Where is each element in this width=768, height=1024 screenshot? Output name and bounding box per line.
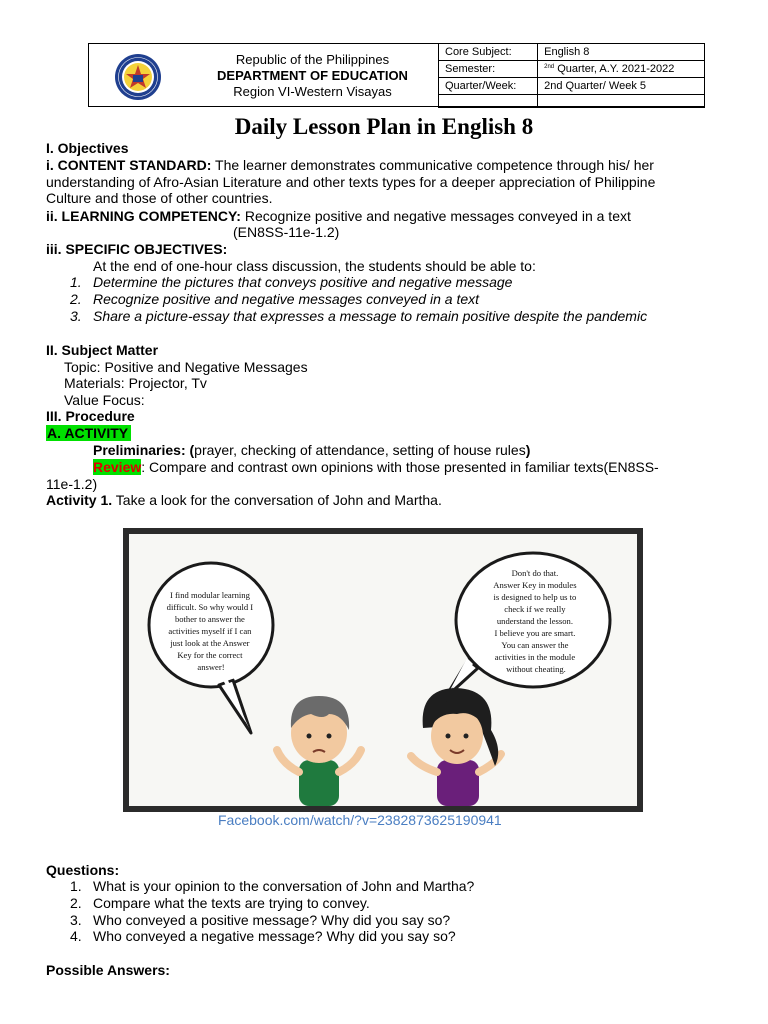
specific-objectives-label: iii. SPECIFIC OBJECTIVES:	[46, 241, 228, 257]
possible-answers-heading: Possible Answers:	[46, 962, 170, 978]
cartoon-illustration	[123, 528, 643, 812]
specific-objective-item	[70, 274, 512, 291]
semester-text: Quarter, A.Y. 2021-2022	[557, 63, 675, 75]
competency-label: ii. LEARNING COMPETENCY:	[46, 208, 241, 224]
item-text: Compare what the texts are trying to convey.	[93, 895, 370, 911]
topic-line: Topic: Positive and Negative Messages	[64, 359, 308, 375]
header-region: Region VI-Western Visayas	[233, 84, 392, 99]
martha-bubble-line: You can answer the	[501, 640, 569, 650]
preliminaries-line	[93, 442, 530, 459]
question-item	[70, 895, 370, 912]
question-item	[70, 878, 474, 895]
blank-cell	[538, 95, 705, 108]
review-line	[93, 459, 659, 476]
blank-cell	[439, 95, 538, 108]
john-bubble-line: difficult. So why would I	[166, 602, 254, 612]
preliminaries-close: )	[525, 442, 531, 458]
quarter-label: Quarter/Week:	[439, 78, 538, 95]
item-text: Who conveyed a negative message? Why did you say so?	[93, 928, 456, 944]
page-title: Daily Lesson Plan in English 8	[234, 114, 534, 139]
item-number: 4.	[70, 928, 82, 944]
item-number: 2.	[70, 291, 82, 307]
martha-bubble-line: Don't do that.	[511, 568, 559, 578]
item-text: Recognize positive and negative messages conveyed in a text	[93, 291, 480, 307]
item-number: 3.	[70, 308, 82, 324]
martha-bubble-line: activities in the module	[494, 652, 576, 662]
procedure-heading: III. Procedure	[46, 408, 135, 424]
item-number: 2.	[70, 895, 82, 911]
semester-value	[538, 61, 705, 78]
item-text: What is your opinion to the conversation of John and Martha?	[93, 878, 475, 894]
john-bubble-line: activities myself if I can	[168, 626, 252, 636]
facebook-video-link[interactable]: Facebook.com/watch/?v=2382873625190941	[218, 812, 502, 828]
activity1-text: Take a look for the conversation of John and Martha.	[112, 492, 442, 508]
subject-matter-heading: II. Subject Matter	[46, 342, 159, 358]
item-text: Determine the pictures that conveys positive and negative message	[93, 274, 513, 290]
john-bubble-line: bother to answer the	[174, 614, 245, 624]
semester-label: Semester:	[439, 61, 538, 78]
john-bubble-line: just look at the Answer	[170, 638, 250, 648]
quarter-value: 2nd Quarter/ Week 5	[538, 78, 705, 95]
materials-line: Materials: Projector, Tv	[64, 375, 207, 391]
item-number: 3.	[70, 912, 82, 928]
core-subject-label: Core Subject:	[439, 44, 538, 61]
competency-code: (EN8SS-11e-1.2)	[233, 224, 340, 240]
john-bubble-line: Key for the correct	[177, 650, 243, 660]
core-subject-value: English 8	[538, 44, 705, 61]
activity1-line	[46, 492, 442, 509]
item-number: 1.	[70, 878, 82, 894]
review-label: Review	[93, 459, 142, 475]
svg-text:Don't do that. Answer Ke	[493, 568, 578, 674]
preliminaries-text: prayer, checking of attendance, setting of house rules	[194, 442, 526, 458]
item-number: 1.	[70, 274, 82, 290]
review-text: : Compare and contrast own opinions with those presented in familiar texts(EN8SS-	[141, 459, 659, 475]
activity-label: A. ACTIVITY	[46, 425, 131, 441]
questions-heading: Questions:	[46, 862, 120, 878]
semester-sup: 2nd	[544, 64, 555, 70]
content-standard-label: i. CONTENT STANDARD:	[46, 157, 212, 173]
value-focus-line: Value Focus:	[64, 392, 145, 408]
specific-objective-item	[70, 308, 647, 325]
martha-bubble-line: Answer Key in modules	[493, 580, 577, 590]
john-bubble-line: I find modular learning	[169, 590, 250, 600]
competency-text: Recognize positive and negative messages conveyed in a text	[240, 208, 631, 224]
header-department: DEPARTMENT OF EDUCATION	[217, 68, 408, 83]
martha-bubble-line: I believe you are smart.	[494, 628, 576, 638]
martha-bubble-line: check if we really	[504, 604, 566, 614]
john-bubble-line: answer!	[197, 662, 225, 672]
martha-bubble-line: is designed to help us to	[493, 592, 577, 602]
header-republic: Republic of the Philippines	[235, 52, 390, 67]
review-code: 11e-1.2)	[46, 476, 98, 492]
svg-text:I find modular learning	[167, 590, 256, 672]
deped-seal-logo	[105, 52, 171, 102]
content-standard-text: The learner demonstrates communicative competence through his/ her	[211, 157, 654, 173]
activity-heading	[46, 425, 131, 442]
question-item	[70, 912, 450, 929]
competency-line1	[46, 208, 631, 225]
activity1-label: Activity 1.	[46, 492, 113, 508]
content-standard-line3: Culture and those of other countries.	[46, 190, 273, 206]
preliminaries-label: Preliminaries: (	[93, 442, 195, 458]
content-standard-line2: understanding of Afro-Asian Literature and other texts types for a deeper appreciation of Philippine	[46, 174, 656, 190]
info-grid	[438, 43, 705, 108]
martha-bubble-line: understand the lesson.	[496, 616, 573, 626]
content-standard-line1	[46, 157, 654, 174]
specific-objectives-intro: At the end of one-hour class discussion, the students should be able to:	[93, 258, 536, 274]
specific-objective-item	[70, 291, 479, 308]
item-text: Share a picture-essay that expresses a message to remain positive despite the pandemic	[93, 308, 648, 324]
item-text: Who conveyed a positive message? Why did you say so?	[93, 912, 451, 928]
objectives-heading: I. Objectives	[46, 140, 129, 156]
martha-bubble-line: without cheating.	[506, 664, 566, 674]
question-item	[70, 928, 456, 945]
